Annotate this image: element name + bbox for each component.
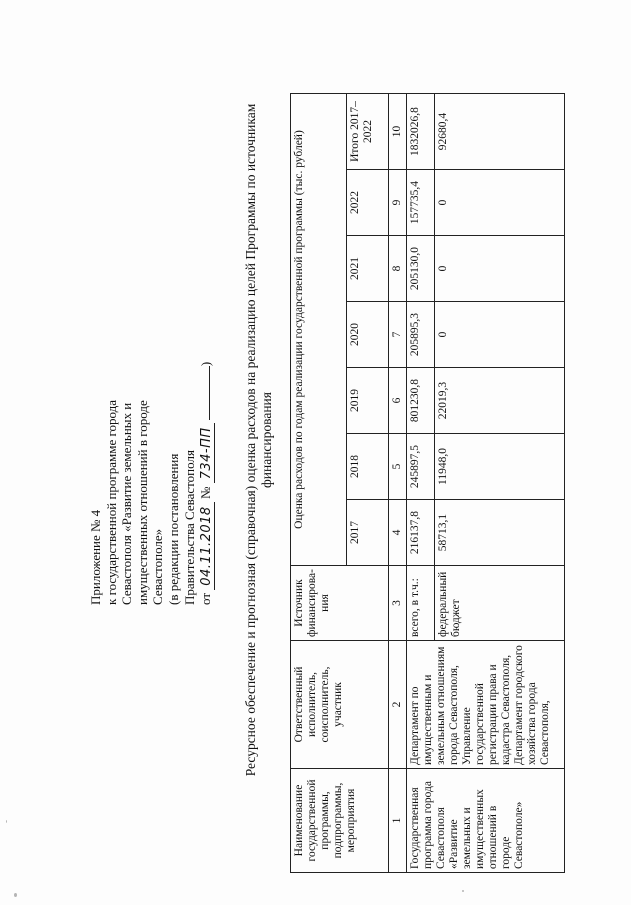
title-line: Ресурсное обеспечение и прогнозная (справочная) оценка расходов на реализацию целей Программы по источникам bbox=[243, 103, 258, 777]
header-source: Источник финансирова-ния bbox=[291, 566, 389, 641]
value-cell: 801230,8 bbox=[407, 368, 435, 434]
column-number: 10 bbox=[389, 94, 407, 170]
total-cell: 92680,4 bbox=[435, 94, 565, 170]
budget-table bbox=[290, 93, 565, 873]
value-cell: 205895,3 bbox=[407, 302, 435, 368]
scan-speck bbox=[6, 820, 7, 823]
value-cell: 0 bbox=[435, 236, 565, 302]
column-number: 6 bbox=[389, 368, 407, 434]
value-cell: 0 bbox=[435, 302, 565, 368]
source-cell: федеральный бюджет bbox=[435, 566, 565, 641]
column-number: 1 bbox=[389, 769, 407, 873]
header-total: Итого 2017–2022 bbox=[347, 94, 389, 170]
header-year: 2021 bbox=[347, 236, 389, 302]
value-cell: 11948,0 bbox=[435, 434, 565, 500]
approval-line: Севастополе» bbox=[150, 528, 166, 605]
approval-line: к государственной программе города bbox=[103, 399, 119, 605]
column-number: 4 bbox=[389, 500, 407, 566]
title-line: финансирования bbox=[259, 392, 274, 488]
header-year: 2020 bbox=[347, 302, 389, 368]
value-cell: 0 bbox=[435, 170, 565, 236]
approval-line: имущественных отношений в городе bbox=[134, 400, 150, 605]
blank-underline bbox=[197, 366, 210, 420]
value-cell: 22019,3 bbox=[435, 368, 565, 434]
column-number: 8 bbox=[389, 236, 407, 302]
column-number: 3 bbox=[389, 566, 407, 641]
header-name: Наименование государственной программы, подпрограммы, мероприятия bbox=[291, 769, 389, 873]
value-cell: 216137,8 bbox=[407, 500, 435, 566]
value-cell: 157735,4 bbox=[407, 170, 435, 236]
handwritten-date: 04.11.2018 bbox=[199, 502, 215, 589]
value-cell: 58713,1 bbox=[435, 500, 565, 566]
column-number: 9 bbox=[389, 170, 407, 236]
header-year: 2019 bbox=[347, 368, 389, 434]
program-name: Государственная программа города Севастополя «Развитие земельных и имущественных отношений в городе Севастополе» bbox=[407, 769, 565, 873]
number-prefix: № bbox=[198, 486, 214, 500]
header-year: 2018 bbox=[347, 434, 389, 500]
column-number: 2 bbox=[389, 641, 407, 769]
handwritten-number: 734-ПП bbox=[199, 423, 215, 483]
value-cell: 205130,0 bbox=[407, 236, 435, 302]
total-cell: 1832026,8 bbox=[407, 94, 435, 170]
approval-date-line bbox=[197, 355, 215, 605]
value-cell: 245897,5 bbox=[407, 434, 435, 500]
header-year: 2017 bbox=[347, 500, 389, 566]
appendix-number: Приложение № 4 bbox=[88, 509, 103, 605]
approval-block bbox=[88, 355, 215, 605]
header-row bbox=[291, 94, 347, 873]
executor-cell: Департамент по имущественным и земельным отношениям города Севастополя, Управление государственной регистрации права и кадастра Севастополя, Департамент городского хозяйства города Севастополя, bbox=[407, 641, 565, 769]
document-title bbox=[243, 25, 275, 855]
closing-paren: ) bbox=[198, 361, 214, 367]
table-row bbox=[407, 94, 435, 873]
approval-line: Севастополя «Развитие земельных и bbox=[119, 402, 135, 605]
scan-speck bbox=[462, 890, 464, 892]
scan-speck bbox=[14, 893, 17, 897]
column-number: 5 bbox=[389, 434, 407, 500]
header-estimate: Оценка расходов по годам реализации государственной программы (тыс. рублей) bbox=[291, 94, 347, 566]
column-number-row bbox=[389, 94, 407, 873]
approval-line: (в редакции постановления bbox=[165, 453, 181, 605]
header-year: 2022 bbox=[347, 170, 389, 236]
header-executor: Ответственный исполнитель, соисполнитель, участник bbox=[291, 641, 389, 769]
column-number: 7 bbox=[389, 302, 407, 368]
approval-line: Правительства Севастополя bbox=[181, 450, 197, 605]
source-cell: всего, в т.ч.: bbox=[407, 566, 435, 641]
date-prefix: от bbox=[198, 592, 214, 605]
